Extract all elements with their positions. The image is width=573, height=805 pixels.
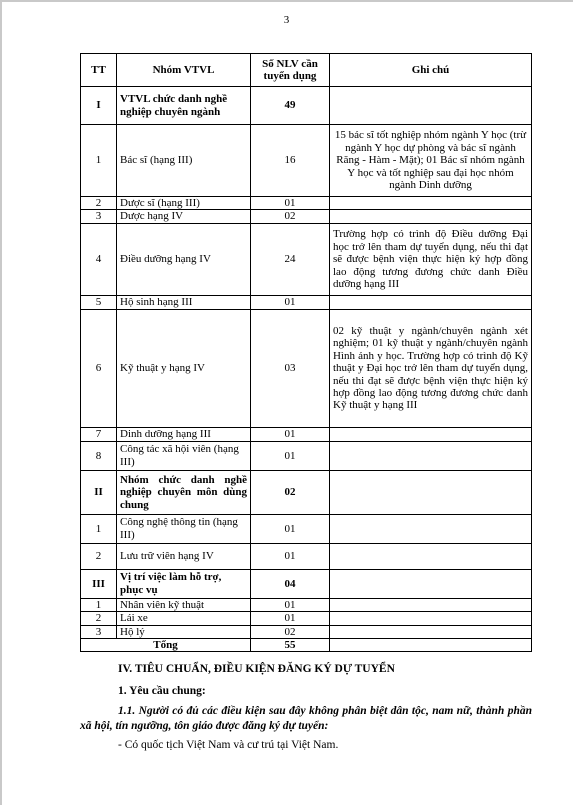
row-tt: 6 [81,309,117,427]
row-note [330,197,532,210]
row-note [330,470,532,514]
row-count: 04 [251,569,330,598]
table-row [81,598,532,611]
page-border-left [0,0,2,805]
row-count: 49 [251,87,330,125]
row-note [330,625,532,638]
row-name: Kỹ thuật y hạng IV [117,309,251,427]
row-note: 02 kỹ thuật y ngành/chuyên ngành xét nghiệm; 01 kỹ thuật y ngành/chuyên ngành Hình ảnh y học. Trường hợp có trình độ Kỹ thuật y Đại học trở lên tham dự tuyển dụng, nếu thi đạt sẽ được bệnh viện thực hiện ký hợp đồng lao động tương đương chức danh Kỹ thuật y hạng III [330,309,532,427]
table-row [81,197,532,210]
row-note [330,295,532,309]
row-count: 01 [251,197,330,210]
row-name: Nhóm chức danh nghề nghiệp chuyên môn dùng chung [117,470,251,514]
header-group: Nhóm VTVL [117,54,251,87]
page-number: 3 [283,14,290,26]
header-tt: TT [81,54,117,87]
row-count: 02 [251,210,330,223]
row-tt: 2 [81,612,117,625]
recruitment-table [80,53,532,652]
table-total-row [81,639,532,652]
row-note [330,514,532,543]
table-row [81,427,532,441]
row-count: 01 [251,598,330,611]
row-name: Hộ sinh hạng III [117,295,251,309]
table-row [81,125,532,197]
row-tt: 1 [81,125,117,197]
table-row [81,441,532,470]
row-count: 01 [251,612,330,625]
row-count: 02 [251,625,330,638]
total-count: 55 [251,639,330,652]
row-name: Lái xe [117,612,251,625]
row-tt: 2 [81,543,117,569]
header-count: Số NLV cần tuyển dụng [251,54,330,87]
row-count: 01 [251,514,330,543]
row-note [330,210,532,223]
row-count: 24 [251,223,330,295]
row-name: Công tác xã hội viên (hạng III) [117,441,251,470]
section-title: IV. TIÊU CHUẨN, ĐIỀU KIỆN ĐĂNG KÝ DỰ TUYỂN [118,663,395,675]
row-tt: 7 [81,427,117,441]
section-paragraph: 1.1. Người có đủ các điều kiện sau đây không phân biệt dân tộc, nam nữ, thành phần xã hội, tín ngưỡng, tôn giáo được đăng ký dự tuyển: [80,705,532,732]
table-row [81,514,532,543]
table-row [81,223,532,295]
row-tt: 5 [81,295,117,309]
row-name: Dinh dưỡng hạng III [117,427,251,441]
row-name: Bác sĩ (hạng III) [117,125,251,197]
total-note [330,639,532,652]
section-bullet: - Có quốc tịch Việt Nam và cư trú tại Việt Nam. [118,739,339,751]
row-name: Vị trí việc làm hỗ trợ, phục vụ [117,569,251,598]
row-tt: 8 [81,441,117,470]
row-tt: 2 [81,197,117,210]
row-count: 01 [251,543,330,569]
row-tt: 3 [81,625,117,638]
row-note [330,427,532,441]
row-count: 16 [251,125,330,197]
row-count: 03 [251,309,330,427]
row-name: Điều dưỡng hạng IV [117,223,251,295]
row-tt: II [81,470,117,514]
row-tt: 1 [81,514,117,543]
header-note: Ghi chú [330,54,532,87]
row-tt: 1 [81,598,117,611]
row-note [330,569,532,598]
row-name: Dược sĩ (hạng III) [117,197,251,210]
table-header-row [81,54,532,87]
row-name: Nhân viên kỹ thuật [117,598,251,611]
page-border-top [0,0,573,2]
row-name: Hộ lý [117,625,251,638]
row-note [330,441,532,470]
row-tt: I [81,87,117,125]
row-note: 15 bác sĩ tốt nghiệp nhóm ngành Y học (trừ ngành Y học dự phòng và bác sĩ ngành Răng - Hàm - Mặt); 01 Bác sĩ nhóm ngành Y học và tốt nghiệp sau đại học nhóm ngành Dinh dưỡng [330,125,532,197]
table-row [81,543,532,569]
row-count: 02 [251,470,330,514]
row-name: Dược hạng IV [117,210,251,223]
row-count: 01 [251,427,330,441]
row-tt: III [81,569,117,598]
row-name: Công nghệ thông tin (hạng III) [117,514,251,543]
table-row [81,470,532,514]
row-count: 01 [251,295,330,309]
section-subtitle: 1. Yêu cầu chung: [118,685,206,697]
total-label: Tổng [81,639,251,652]
row-note [330,612,532,625]
row-name: VTVL chức danh nghề nghiệp chuyên ngành [117,87,251,125]
table-row [81,210,532,223]
row-note: Trường hợp có trình độ Điều dưỡng Đại học trở lên tham dự tuyển dụng, nếu thi đạt sẽ được bệnh viện thực hiện ký hợp đồng lao động tương đương chức danh Điều dưỡng hạng III [330,223,532,295]
row-tt: 3 [81,210,117,223]
table-row [81,625,532,638]
row-note [330,543,532,569]
row-note [330,87,532,125]
row-count: 01 [251,441,330,470]
row-tt: 4 [81,223,117,295]
table-row [81,87,532,125]
row-name: Lưu trữ viên hạng IV [117,543,251,569]
table-row [81,612,532,625]
table-row [81,295,532,309]
table-row [81,309,532,427]
table-row [81,569,532,598]
row-note [330,598,532,611]
